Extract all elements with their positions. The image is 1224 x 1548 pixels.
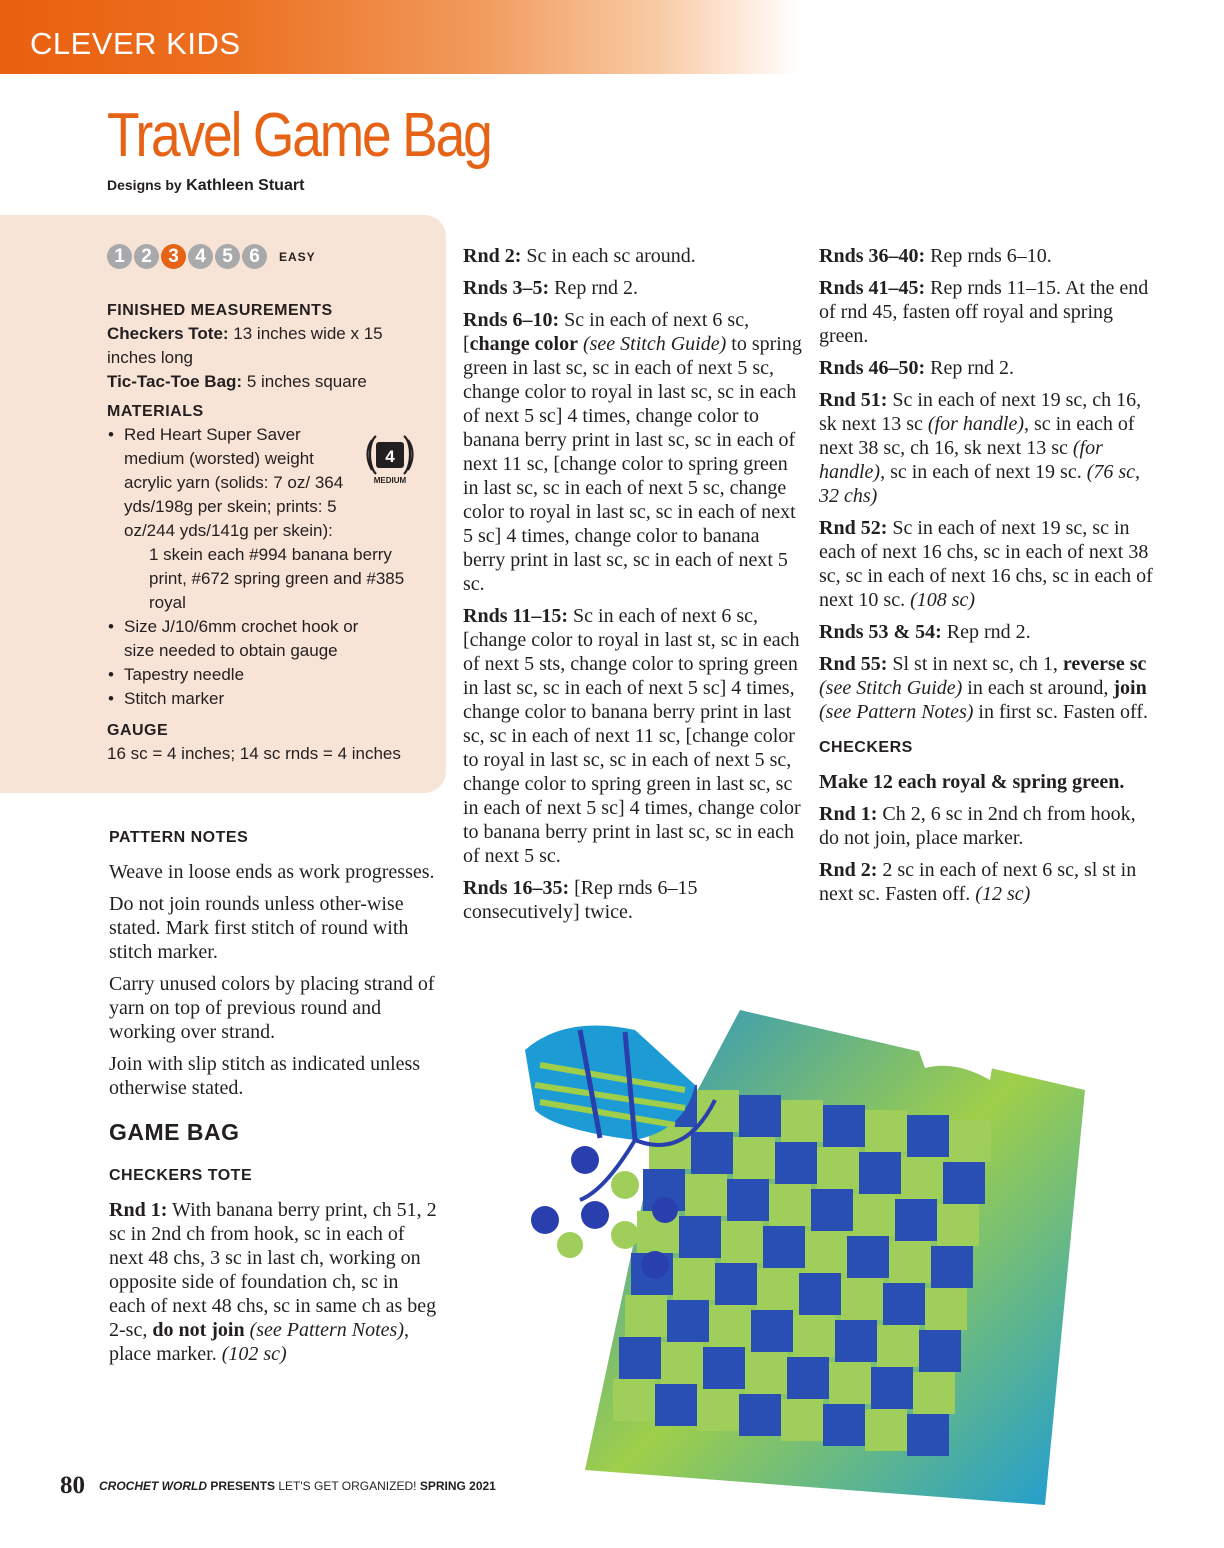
checker-square bbox=[823, 1404, 865, 1446]
skill-dot-3-active: 3 bbox=[161, 244, 186, 269]
note-1: Weave in loose ends as work progresses. bbox=[109, 861, 435, 883]
rnd-36-40: Rnds 36–40: Rep rnds 6–10. bbox=[819, 245, 1052, 267]
material-yarn: • Red Heart Super Saver medium (worsted) weight acrylic yarn (solids: 7 oz/ 364 yds/198g per skein; prints: 5 oz/244 yds/141g per skein): bbox=[107, 423, 427, 543]
column-middle bbox=[463, 244, 803, 932]
rnd-1: Rnd 1: With banana berry print, ch 51, 2 sc in 2nd ch from hook, sc in each of next 48 chs, 3 sc in last ch, working on opposite side of foundation ch, sc in each of next 48 chs, sc in same ch as beg 2-sc, do not join (see Pattern Notes), place marker. (102 sc) bbox=[109, 1199, 437, 1365]
checker-square bbox=[775, 1142, 817, 1184]
checker-square bbox=[703, 1347, 745, 1389]
checker-square bbox=[673, 1258, 715, 1300]
checker-square bbox=[781, 1100, 823, 1142]
rnd-11-15: Rnds 11–15: Sc in each of next 6 sc, [change color to royal in last st, sc in each of next 5 sts, change color to spring green in last sc, sc in each of next 5 sc] 4 times, change color to banana berry print in last sc, sc in each of next 11 sc, [change color to royal in last sc, sc in each of next 5 sc, change color to spring green in last sc, sc in each of next 5 sc] 4 times, change color to banana berry print in last sc, sc in each of next 5 sc. bbox=[463, 605, 801, 867]
checker-square bbox=[727, 1179, 769, 1221]
checker-square bbox=[733, 1137, 775, 1179]
checker-square bbox=[943, 1162, 985, 1204]
section-banner bbox=[0, 0, 800, 74]
checker-square bbox=[679, 1216, 721, 1258]
checker-square bbox=[763, 1226, 805, 1268]
checker-square bbox=[805, 1231, 847, 1273]
byline-prefix: Designs by bbox=[107, 177, 182, 193]
materials-heading: MATERIALS bbox=[107, 403, 204, 420]
rnd-53-54: Rnds 53 & 54: Rep rnd 2. bbox=[819, 621, 1031, 643]
checker-square bbox=[619, 1337, 661, 1379]
skill-dot-4: 4 bbox=[188, 244, 213, 269]
checker-square bbox=[931, 1246, 973, 1288]
checker-square bbox=[721, 1221, 763, 1263]
skill-dot-5: 5 bbox=[215, 244, 240, 269]
rnd-55: Rnd 55: Sl st in next sc, ch 1, reverse sc (see Stitch Guide) in each st around, join (see Pattern Notes) in first sc. Fasten off. bbox=[819, 653, 1149, 723]
checker-square bbox=[757, 1268, 799, 1310]
materials-list bbox=[107, 423, 427, 543]
tote-size: 13 inches wide x 15 inches long bbox=[107, 324, 383, 367]
checker-square bbox=[841, 1278, 883, 1320]
checker-square bbox=[655, 1384, 697, 1426]
designer-name: Kathleen Stuart bbox=[186, 177, 305, 194]
gauge-text: 16 sc = 4 inches; 14 sc rnds = 4 inches bbox=[107, 744, 401, 763]
checker-square bbox=[865, 1409, 907, 1451]
checker-square bbox=[739, 1394, 781, 1436]
magazine-credit: CROCHET WORLD PRESENTS LET'S GET ORGANIZED! SPRING 2021 bbox=[99, 1479, 496, 1493]
column-right bbox=[819, 244, 1159, 914]
pattern-notes-heading: PATTERN NOTES bbox=[109, 829, 249, 846]
checker-square bbox=[793, 1315, 835, 1357]
checker-square bbox=[769, 1184, 811, 1226]
checker-square bbox=[697, 1389, 739, 1431]
checker-square bbox=[691, 1132, 733, 1174]
checker-square bbox=[787, 1357, 829, 1399]
page-title: Travel Game Bag bbox=[107, 101, 491, 170]
skill-dot-2: 2 bbox=[134, 244, 159, 269]
game-bag-heading: GAME BAG bbox=[109, 1119, 240, 1145]
rnd-16-35: Rnds 16–35: [Rep rnds 6–15 consecutively] twice. bbox=[463, 877, 698, 923]
checker-square bbox=[799, 1273, 841, 1315]
checker-rnd-2: Rnd 2: 2 sc in each of next 6 sc, sl st in next sc. Fasten off. (12 sc) bbox=[819, 859, 1137, 905]
section-label: CLEVER KIDS bbox=[30, 26, 241, 61]
checker-square bbox=[709, 1305, 751, 1347]
skill-level-label: EASY bbox=[279, 249, 316, 264]
byline bbox=[107, 177, 304, 195]
column-left bbox=[109, 822, 439, 1374]
checker-square bbox=[811, 1189, 853, 1231]
checker-square bbox=[661, 1342, 703, 1384]
page-footer bbox=[60, 1472, 496, 1500]
checker-square bbox=[697, 1090, 739, 1132]
checker-square bbox=[625, 1295, 667, 1337]
checker-square bbox=[883, 1283, 925, 1325]
checker-square bbox=[925, 1288, 967, 1330]
rnd-2: Rnd 2: Sc in each sc around. bbox=[463, 245, 696, 267]
material-yarn-colors: 1 skein each #994 banana berry print, #672 spring green and #385 royal bbox=[149, 545, 405, 612]
checker-square bbox=[907, 1115, 949, 1157]
checker-square bbox=[877, 1325, 919, 1367]
checker-rnd-1: Rnd 1: Ch 2, 6 sc in 2nd ch from hook, do not join, place marker. bbox=[819, 803, 1136, 849]
checkers-make: Make 12 each royal & spring green. bbox=[819, 771, 1125, 793]
material-needle: • Tapestry needle bbox=[107, 663, 427, 687]
skill-level-indicator bbox=[107, 244, 316, 269]
checker-square bbox=[829, 1362, 871, 1404]
tic-size: 5 inches square bbox=[246, 372, 367, 391]
checker-square bbox=[853, 1194, 895, 1236]
rnd-51: Rnd 51: Sc in each of next 19 sc, ch 16, sk next 13 sc (for handle), sc in each of next 38 sc, ch 16, sk next 13 sc (for handle), sc in each of next 19 sc. (76 sc, 32 chs) bbox=[819, 389, 1142, 507]
note-3: Carry unused colors by placing strand of yarn on top of previous round and working over strand. bbox=[109, 973, 435, 1043]
checker-square bbox=[715, 1263, 757, 1305]
checker-square bbox=[871, 1367, 913, 1409]
yarn-weight-label: MEDIUM bbox=[373, 476, 407, 485]
note-2: Do not join rounds unless other-wise stated. Mark first stitch of round with stitch marker. bbox=[109, 893, 409, 963]
yarn-weight-number: 4 bbox=[385, 447, 395, 466]
checker-square bbox=[685, 1174, 727, 1216]
material-marker: • Stitch marker bbox=[107, 687, 427, 711]
checker-square bbox=[667, 1300, 709, 1342]
tic-label: Tic-Tac-Toe Bag: bbox=[107, 372, 243, 391]
checker-square bbox=[835, 1320, 877, 1362]
checker-square bbox=[859, 1152, 901, 1194]
rnd-41-45: Rnds 41–45: Rep rnds 11–15. At the end of rnd 45, fasten off royal and spring green. bbox=[819, 277, 1149, 347]
page-number: 80 bbox=[60, 1472, 85, 1499]
rnd-52: Rnd 52: Sc in each of next 19 sc, sc in each of next 16 chs, sc in each of next 38 sc, sc in each of next 16 chs, sc in each of next 10 sc. (108 sc) bbox=[819, 517, 1153, 611]
note-4: Join with slip stitch as indicated unless otherwise stated. bbox=[109, 1053, 421, 1099]
checker-square bbox=[895, 1199, 937, 1241]
checker-square bbox=[937, 1204, 979, 1246]
checker-square bbox=[949, 1120, 991, 1162]
materials-list-2 bbox=[107, 615, 427, 711]
checker-square bbox=[919, 1330, 961, 1372]
checker-square bbox=[847, 1236, 889, 1278]
rnd-6-10: Rnds 6–10: Sc in each of next 6 sc, [change color (see Stitch Guide) to spring green in last sc, sc in each of next 5 sc, change color to royal in last sc, sc in each of next 5 sc] 4 times, change color to banana berry print in last sc, sc in each of next 11 sc, [change color to spring green in last sc, sc in each of next 5 sc, change color to royal in last sc, sc in each of next 5 sc] 4 times, change color to banana berry print in last sc, sc in each of next 5 sc. bbox=[463, 309, 802, 595]
checkers-heading: CHECKERS bbox=[819, 739, 913, 756]
checker-square bbox=[817, 1147, 859, 1189]
rnd-46-50: Rnds 46–50: Rep rnd 2. bbox=[819, 357, 1015, 379]
checker-square bbox=[901, 1157, 943, 1199]
checker-square bbox=[613, 1379, 655, 1421]
info-box-text bbox=[107, 300, 427, 766]
checker-square bbox=[781, 1399, 823, 1441]
tote-label: Checkers Tote: bbox=[107, 324, 229, 343]
checker-square bbox=[913, 1372, 955, 1414]
skill-dot-1: 1 bbox=[107, 244, 132, 269]
product-photo bbox=[485, 990, 1095, 1505]
gauge-heading: GAUGE bbox=[107, 722, 169, 739]
material-hook: • Size J/10/6mm crochet hook or size needed to obtain gauge bbox=[107, 615, 427, 663]
rnd-3-5: Rnds 3–5: Rep rnd 2. bbox=[463, 277, 639, 299]
checker-square bbox=[889, 1241, 931, 1283]
checker-square bbox=[865, 1110, 907, 1152]
skill-dot-6: 6 bbox=[242, 244, 267, 269]
checkers-tote-heading: CHECKERS TOTE bbox=[109, 1167, 253, 1184]
checker-square bbox=[751, 1310, 793, 1352]
checker-square bbox=[823, 1105, 865, 1147]
checker-square bbox=[907, 1414, 949, 1456]
checker-square bbox=[745, 1352, 787, 1394]
checker-square bbox=[739, 1095, 781, 1137]
finished-measurements-heading: FINISHED MEASUREMENTS bbox=[107, 302, 333, 319]
